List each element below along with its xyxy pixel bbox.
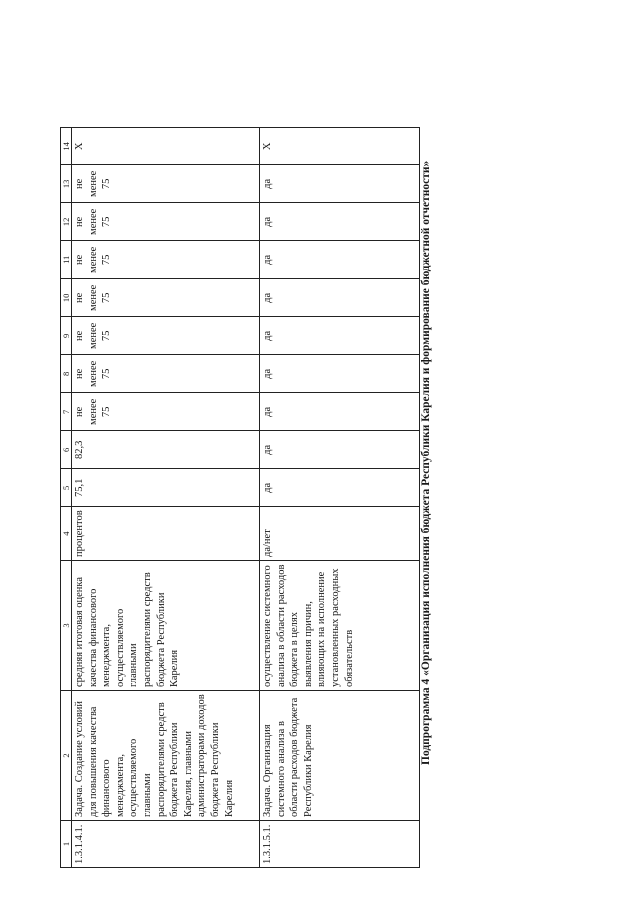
col-number-14: 14: [61, 128, 72, 165]
table-row: [260, 128, 420, 868]
value-cell-9: да: [260, 317, 420, 355]
value-cell-11: да: [260, 241, 420, 279]
value-cell-9: не менее 75: [72, 317, 260, 355]
value-cell-5: 75,1: [72, 469, 260, 507]
row-number: 1.3.1.5.1.: [260, 821, 420, 868]
col-number-1: 1: [61, 821, 72, 868]
value-cell-7: не менее 75: [72, 393, 260, 431]
value-cell-8: да: [260, 355, 420, 393]
value-cell-6: 82,3: [72, 431, 260, 469]
col-number-10: 10: [61, 279, 72, 317]
value-cell-13: да: [260, 165, 420, 203]
col-number-8: 8: [61, 355, 72, 393]
col-number-5: 5: [61, 469, 72, 507]
value-cell-10: не менее 75: [72, 279, 260, 317]
col-number-12: 12: [61, 203, 72, 241]
row-number: 1.3.1.4.1.: [72, 821, 260, 868]
indicators-table: [60, 127, 420, 868]
value-cell-13: не менее 75: [72, 165, 260, 203]
indicator-cell: средняя итоговая оценка качества финансового менеджмента, осуществляемого главными распорядителями средств бюджета Республики Карелия: [72, 561, 260, 691]
column-number-row: [61, 128, 72, 868]
col-number-4: 4: [61, 507, 72, 561]
value-cell-5: да: [260, 469, 420, 507]
task-cell: Задача. Организация системного анализа в области расходов бюджета Республики Карелия: [260, 691, 420, 821]
col-number-11: 11: [61, 241, 72, 279]
value-cell-14: Х: [260, 128, 420, 165]
value-cell-7: да: [260, 393, 420, 431]
value-cell-8: не менее 75: [72, 355, 260, 393]
unit-cell: процентов: [72, 507, 260, 561]
value-cell-12: не менее 75: [72, 203, 260, 241]
col-number-3: 3: [61, 561, 72, 691]
value-cell-12: да: [260, 203, 420, 241]
table-row: [72, 128, 260, 868]
unit-cell: да/нет: [260, 507, 420, 561]
value-cell-14: Х: [72, 128, 260, 165]
indicator-cell: осуществление системного анализа в области расходов бюджета в целях выявления причин, влияющих на исполнение установленных расходных обязательств: [260, 561, 420, 691]
col-number-9: 9: [61, 317, 72, 355]
value-cell-10: да: [260, 279, 420, 317]
value-cell-6: да: [260, 431, 420, 469]
col-number-13: 13: [61, 165, 72, 203]
col-number-7: 7: [61, 393, 72, 431]
value-cell-11: не менее 75: [72, 241, 260, 279]
col-number-6: 6: [61, 431, 72, 469]
col-number-2: 2: [61, 691, 72, 821]
subprogram-heading: Подпрограмма 4 «Организация исполнения бюджета Республики Карелия и формирование бюджетной отчетности»: [420, 160, 432, 765]
task-cell: Задача. Создание условий для повышения качества финансового менеджмента, осуществляемого главными распорядителями средств бюджета Республики Карелия, главными администраторами доходов бюджета Республики Карелия: [72, 691, 260, 821]
